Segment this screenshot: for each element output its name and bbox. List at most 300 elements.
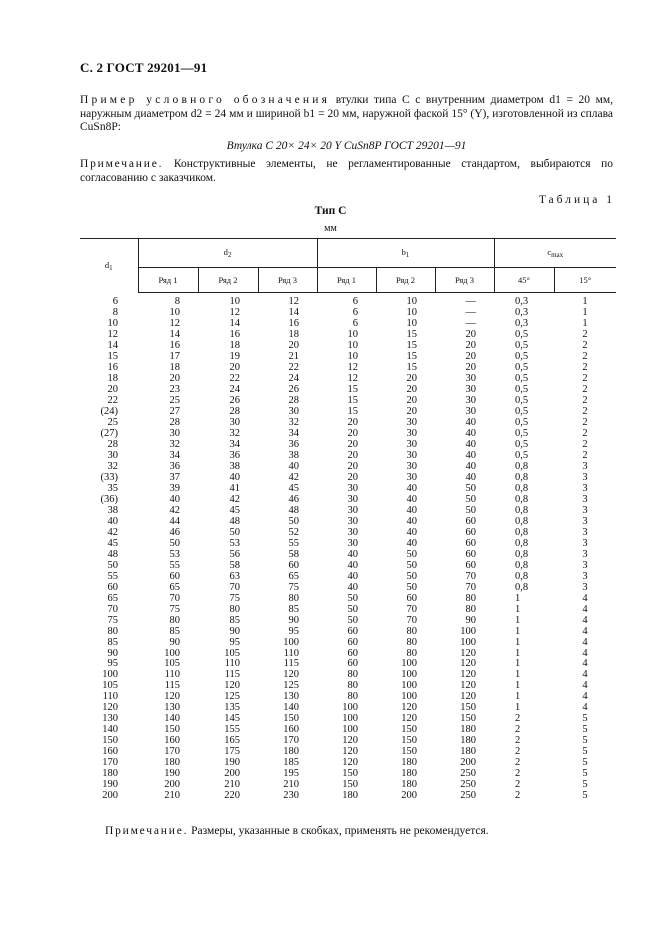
table-cell: 0,5: [515, 328, 529, 340]
table-cell: 70: [169, 592, 180, 604]
table-cell: 60: [465, 526, 476, 538]
table-cell: 120: [342, 746, 358, 758]
table-cell: 0,8: [515, 570, 529, 582]
table-cell: 160: [102, 746, 118, 758]
table-cell: 170: [283, 735, 299, 747]
table-row: [80, 593, 616, 604]
table-cell: 36: [169, 460, 180, 472]
table-cell: 1: [515, 636, 521, 648]
table-cell: 80: [107, 625, 118, 637]
table-cell: 30: [406, 449, 417, 461]
table-cell: 16: [169, 339, 180, 351]
table-cell: 30: [465, 405, 476, 417]
table-cell: 12: [288, 296, 299, 307]
table-cell: 2: [582, 350, 588, 362]
table-cell: 50: [347, 614, 358, 626]
table-row: [80, 626, 616, 637]
col-d2-header: $d_2$: [138, 239, 317, 268]
table-cell: 50: [288, 515, 299, 527]
table-cell: 19: [229, 350, 240, 362]
table-cell: 50: [465, 482, 476, 494]
table-row: [80, 417, 616, 428]
table-cell: 120: [342, 735, 358, 747]
table-cell: 190: [102, 779, 118, 791]
table-cell: 170: [164, 746, 180, 758]
table-row: [80, 439, 616, 450]
table-units: мм: [324, 223, 337, 234]
table-cell: (36): [100, 493, 118, 505]
table-cell: 18: [107, 372, 118, 384]
table-cell: 55: [169, 559, 180, 571]
table-cell: 6: [352, 296, 358, 307]
table-cell: 30: [288, 405, 299, 417]
table-cell: 52: [288, 526, 299, 538]
table-cell: 90: [107, 647, 118, 659]
table-cell: 0,5: [515, 427, 529, 439]
table-row: [80, 494, 616, 505]
table-cell: 2: [582, 383, 588, 395]
table-cell: 180: [401, 768, 417, 780]
table-cell: —: [465, 317, 476, 329]
table-cell: 110: [102, 691, 118, 703]
table-cell: 0,8: [515, 559, 529, 571]
table-row: [80, 637, 616, 648]
table-cell: 150: [401, 735, 417, 747]
table-cell: 2: [582, 372, 588, 384]
table-cell: 100: [460, 625, 476, 637]
table-cell: 58: [229, 559, 240, 571]
table-cell: 65: [169, 581, 180, 593]
table-cell: 10: [347, 328, 358, 340]
table-cell: 20: [465, 328, 476, 340]
d2-row3-header: Ряд 3: [258, 268, 317, 293]
table-cell: 5: [582, 757, 588, 769]
table-cell: 3: [582, 526, 588, 538]
table-cell: 10: [107, 317, 118, 329]
table-cell: 0,3: [515, 317, 529, 329]
table-cell: 6: [112, 295, 118, 307]
table-cell: 120: [401, 713, 417, 725]
table-cell: 4: [582, 603, 588, 615]
table-cell: 80: [465, 592, 476, 604]
note-text: Конструктивные элементы, не регламентированные стандартом, выбираются по согласованию с заказчиком.: [80, 158, 613, 184]
table-cell: 20: [406, 394, 417, 406]
table-cell: 60: [465, 537, 476, 549]
table-cell: 17: [169, 350, 180, 362]
table-cell: 0,5: [515, 438, 529, 450]
table-cell: 40: [406, 515, 417, 527]
table-cell: 2: [515, 724, 521, 736]
table-cell: 50: [465, 504, 476, 516]
table-cell: 180: [460, 746, 476, 758]
table-cell: 45: [229, 504, 240, 516]
col-cmax-header: $c_{max}$: [494, 239, 616, 268]
table-cell: 180: [401, 779, 417, 791]
table-cell: 34: [288, 427, 299, 439]
table-cell: 50: [169, 537, 180, 549]
table-cell: 100: [102, 669, 118, 681]
b1-row1-header: Ряд 1: [317, 268, 376, 293]
table-cell: 210: [283, 779, 299, 791]
table-cell: 37: [169, 471, 180, 483]
table-cell: 5: [582, 735, 588, 747]
table-row: [80, 648, 616, 659]
table-cell: 10: [406, 296, 417, 307]
table-cell: 70: [107, 603, 118, 615]
table-cell: 2: [515, 735, 521, 747]
table-cell: 150: [460, 713, 476, 725]
table-cell: 210: [164, 790, 180, 802]
table-cell: 50: [229, 526, 240, 538]
table-cell: 60: [406, 592, 417, 604]
table-cell: —: [465, 296, 476, 307]
table-cell: 18: [229, 339, 240, 351]
table-cell: 0,5: [515, 416, 529, 428]
table-cell: 10: [347, 350, 358, 362]
table-cell: 120: [460, 658, 476, 670]
table-cell: 5: [582, 790, 588, 802]
table-row: [80, 735, 616, 746]
table-cell: (24): [100, 405, 118, 417]
table-cell: (33): [100, 471, 118, 483]
table-row: [80, 428, 616, 439]
table-cell: 1: [515, 625, 521, 637]
table-row: [80, 691, 616, 702]
table-cell: 60: [465, 515, 476, 527]
table-cell: 80: [347, 691, 358, 703]
table-cell: 6: [352, 306, 358, 318]
table-cell: 150: [342, 779, 358, 791]
table-row: [80, 329, 616, 340]
table-cell: 80: [347, 680, 358, 692]
table-label: Таблица 1: [538, 194, 615, 206]
table-cell: 80: [288, 592, 299, 604]
table-cell: 38: [229, 460, 240, 472]
table-cell: 42: [229, 493, 240, 505]
table-cell: 140: [283, 702, 299, 714]
table-cell: 60: [347, 658, 358, 670]
table-cell: 15: [347, 405, 358, 417]
table-cell: 0,5: [515, 350, 529, 362]
table-cell: 150: [401, 724, 417, 736]
table-cell: 80: [347, 669, 358, 681]
note-label: Примечание.: [105, 825, 189, 837]
table-cell: 1: [582, 306, 588, 318]
table-cell: 26: [288, 383, 299, 395]
table-cell: 15: [406, 361, 417, 373]
table-row: [80, 318, 616, 329]
table-cell: 250: [460, 768, 476, 780]
table-cell: (27): [100, 427, 118, 439]
table-cell: 120: [164, 691, 180, 703]
table-cell: 0,8: [515, 548, 529, 560]
table-cell: 120: [283, 669, 299, 681]
table-row: [80, 406, 616, 417]
table-cell: 3: [582, 482, 588, 494]
table-cell: 180: [401, 757, 417, 769]
table-cell: 15: [107, 350, 118, 362]
table-cell: 40: [406, 493, 417, 505]
table-cell: 85: [229, 614, 240, 626]
table-cell: 15: [347, 383, 358, 395]
table-cell: 40: [107, 515, 118, 527]
table-cell: 2: [582, 449, 588, 461]
table-cell: 40: [465, 471, 476, 483]
table-cell: 145: [224, 713, 240, 725]
table-cell: 12: [229, 306, 240, 318]
table-cell: 0,5: [515, 361, 529, 373]
table-cell: 0,8: [515, 537, 529, 549]
table-cell: 150: [401, 746, 417, 758]
table-cell: 0,8: [515, 460, 529, 472]
table-cell: 220: [224, 790, 240, 802]
table-cell: 30: [347, 515, 358, 527]
table-row: [80, 658, 616, 669]
note-label: Примечание.: [80, 158, 164, 170]
table-cell: 2: [582, 328, 588, 340]
table-cell: 5: [582, 768, 588, 780]
table-cell: 130: [164, 702, 180, 714]
table-cell: 14: [288, 306, 299, 318]
table-cell: 130: [283, 691, 299, 703]
table-cell: 105: [164, 658, 180, 670]
table-cell: 60: [169, 570, 180, 582]
table-cell: 150: [342, 768, 358, 780]
table-cell: 3: [582, 559, 588, 571]
table-cell: 15: [347, 394, 358, 406]
table-cell: 1: [515, 603, 521, 615]
table-cell: 70: [465, 581, 476, 593]
table-cell: 100: [342, 713, 358, 725]
table-cell: 75: [107, 614, 118, 626]
table-cell: 30: [406, 460, 417, 472]
table-cell: 80: [229, 603, 240, 615]
table-cell: 24: [229, 383, 240, 395]
table-cell: 80: [406, 636, 417, 648]
table-row: [80, 724, 616, 735]
table-cell: 3: [582, 504, 588, 516]
table-cell: 3: [582, 515, 588, 527]
table-cell: 110: [164, 669, 180, 681]
table-cell: 90: [229, 625, 240, 637]
table-cell: 46: [288, 493, 299, 505]
table-cell: 4: [582, 636, 588, 648]
table-cell: 150: [460, 702, 476, 714]
table-cell: 0,5: [515, 372, 529, 384]
table-cell: 40: [347, 570, 358, 582]
table-cell: 16: [288, 317, 299, 329]
table-cell: 20: [465, 339, 476, 351]
table-cell: 18: [169, 361, 180, 373]
table-cell: 20: [169, 372, 180, 384]
table-cell: 150: [283, 713, 299, 725]
table-row: [80, 669, 616, 680]
table-cell: 0,8: [515, 504, 529, 516]
table-cell: 140: [102, 724, 118, 736]
table-row: [80, 582, 616, 593]
table-cell: 0,3: [515, 306, 529, 318]
table-row: [80, 373, 616, 384]
table-cell: 90: [288, 614, 299, 626]
table-cell: 25: [169, 394, 180, 406]
table-cell: 20: [465, 350, 476, 362]
table-cell: 27: [169, 405, 180, 417]
table-cell: 60: [347, 636, 358, 648]
table-cell: 100: [164, 647, 180, 659]
table-cell: 30: [229, 416, 240, 428]
table-cell: 30: [107, 449, 118, 461]
table-cell: 12: [169, 317, 180, 329]
table-cell: 100: [460, 636, 476, 648]
table-cell: 1: [582, 296, 588, 307]
table-cell: 20: [347, 471, 358, 483]
table-cell: 30: [406, 427, 417, 439]
table-cell: 30: [406, 416, 417, 428]
table-cell: 90: [169, 636, 180, 648]
table-cell: 22: [229, 372, 240, 384]
table-cell: 0,5: [515, 449, 529, 461]
table-cell: 25: [107, 416, 118, 428]
c-45-header: 45°: [494, 268, 554, 293]
table-cell: 95: [229, 636, 240, 648]
table-cell: 120: [401, 702, 417, 714]
table-cell: 30: [465, 383, 476, 395]
table-cell: 40: [465, 427, 476, 439]
table-cell: 1: [515, 647, 521, 659]
table-cell: 28: [169, 416, 180, 428]
table-cell: 4: [582, 691, 588, 703]
table-cell: 30: [406, 438, 417, 450]
table-cell: 20: [229, 361, 240, 373]
table-cell: 70: [229, 581, 240, 593]
table-cell: 30: [465, 372, 476, 384]
b1-row2-header: Ряд 2: [376, 268, 435, 293]
table-cell: 1: [515, 702, 521, 714]
table-cell: 50: [347, 592, 358, 604]
col-b1-header: $b_1$: [317, 239, 494, 268]
table-cell: 60: [465, 548, 476, 560]
table-cell: 20: [347, 460, 358, 472]
table-cell: 80: [465, 603, 476, 615]
table-cell: 15: [406, 328, 417, 340]
table-cell: 40: [288, 460, 299, 472]
table-cell: 32: [288, 416, 299, 428]
table-cell: 75: [229, 592, 240, 604]
table-cell: 180: [164, 757, 180, 769]
table-cell: 38: [288, 449, 299, 461]
table-cell: 60: [347, 625, 358, 637]
table-cell: 50: [406, 570, 417, 582]
table-row: [80, 340, 616, 351]
table-cell: 22: [288, 361, 299, 373]
table-cell: 185: [283, 757, 299, 769]
table-cell: 140: [164, 713, 180, 725]
table-cell: 0,8: [515, 515, 529, 527]
table-row: [80, 384, 616, 395]
table-cell: 20: [347, 449, 358, 461]
table-cell: 20: [406, 405, 417, 417]
table-cell: 115: [164, 680, 180, 692]
table-cell: 200: [401, 790, 417, 802]
table-row: [80, 527, 616, 538]
table-cell: 56: [229, 548, 240, 560]
table-cell: 160: [283, 724, 299, 736]
table-cell: 12: [107, 328, 118, 340]
table-cell: 135: [224, 702, 240, 714]
table-cell: 3: [582, 581, 588, 593]
table-cell: 120: [342, 757, 358, 769]
table-cell: 75: [288, 581, 299, 593]
table-cell: 85: [169, 625, 180, 637]
table-cell: 23: [169, 383, 180, 395]
table-cell: 40: [406, 482, 417, 494]
table-cell: 12: [347, 361, 358, 373]
table-cell: 2: [582, 438, 588, 450]
table-cell: 2: [515, 746, 521, 758]
example-label: Пример условного обозначения: [80, 94, 331, 106]
table-cell: 3: [582, 570, 588, 582]
table-cell: 120: [460, 680, 476, 692]
table-cell: 15: [406, 339, 417, 351]
table-row: [80, 768, 616, 779]
table-cell: 50: [465, 493, 476, 505]
table-cell: 26: [229, 394, 240, 406]
table-cell: 46: [169, 526, 180, 538]
table-cell: 1: [515, 658, 521, 670]
table-row: [80, 483, 616, 494]
table-cell: 3: [582, 471, 588, 483]
table-cell: 16: [107, 361, 118, 373]
table-cell: 190: [164, 768, 180, 780]
table-cell: 10: [406, 306, 417, 318]
note-constructive: [80, 158, 613, 185]
table-cell: 21: [288, 350, 299, 362]
table-cell: 60: [288, 559, 299, 571]
table-cell: 60: [107, 581, 118, 593]
table-cell: 0,5: [515, 394, 529, 406]
table-cell: 75: [169, 603, 180, 615]
table-cell: 2: [515, 790, 521, 802]
table-cell: 195: [283, 768, 299, 780]
table-cell: 30: [347, 537, 358, 549]
table-cell: 90: [465, 614, 476, 626]
table-cell: 95: [107, 658, 118, 670]
table-cell: 0,8: [515, 526, 529, 538]
table-cell: 20: [347, 438, 358, 450]
table-cell: 200: [102, 790, 118, 802]
table-cell: 10: [347, 339, 358, 351]
table-cell: 80: [169, 614, 180, 626]
table-cell: 3: [582, 493, 588, 505]
b1-row3-header: Ряд 3: [435, 268, 494, 293]
table-cell: 0,8: [515, 493, 529, 505]
table-cell: 165: [224, 735, 240, 747]
table-cell: 10: [406, 317, 417, 329]
table-cell: 110: [283, 647, 299, 659]
table-cell: 100: [342, 724, 358, 736]
table-cell: 100: [283, 636, 299, 648]
table-cell: 160: [164, 735, 180, 747]
table-cell: 40: [465, 449, 476, 461]
table-cell: 125: [283, 680, 299, 692]
table-cell: 10: [229, 296, 240, 307]
table-cell: 4: [582, 702, 588, 714]
table-cell: 180: [102, 768, 118, 780]
table-cell: 4: [582, 669, 588, 681]
d2-row1-header: Ряд 1: [138, 268, 198, 293]
table-cell: 4: [582, 625, 588, 637]
table-cell: 28: [107, 438, 118, 450]
